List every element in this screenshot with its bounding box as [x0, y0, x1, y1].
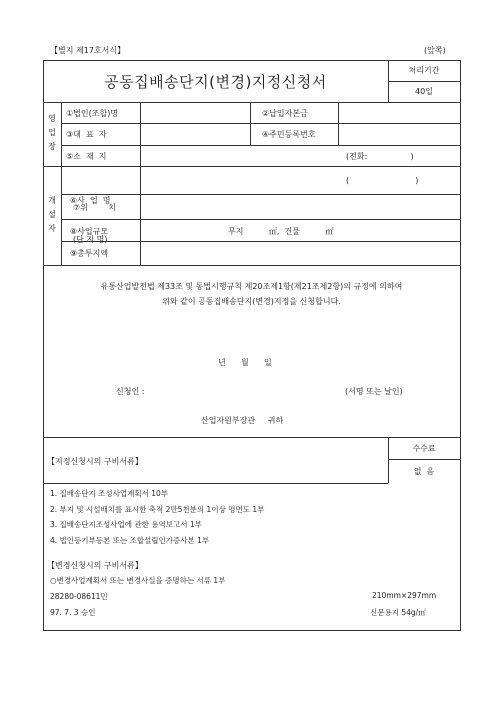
- location-label: ⑤소 재 지: [66, 152, 107, 161]
- change-docs-title: 【변경신청시의 구비서류】: [47, 561, 143, 570]
- taxpayer-label: ②납입자본금: [262, 109, 308, 118]
- corp-name-label: ①법인(조합)명: [66, 109, 119, 118]
- date-field[interactable]: 년 월 일: [218, 358, 272, 367]
- biz-name-field[interactable]: [141, 167, 341, 193]
- recipient: 산업자원부장관 귀하: [201, 416, 284, 425]
- position-label: ⑦위 치: [73, 203, 116, 212]
- resident-no-label: ④주민등록번호: [262, 130, 316, 139]
- applicant-field[interactable]: [160, 380, 330, 398]
- paper-type: 신문용지 54g/㎡: [370, 608, 426, 617]
- biz-name-label: ⑥사 업 명 (단 지 명): [70, 196, 111, 244]
- representative-label: ③대 표 자: [66, 130, 107, 139]
- designation-docs-list: [50, 486, 264, 548]
- scale-field[interactable]: 무지 ㎡, 건물 ㎡: [228, 227, 334, 236]
- processing-value: 40일: [415, 87, 433, 96]
- list-item: 1. 집배송단지 조성사업계획서 10부: [50, 489, 169, 498]
- biz-name-paren: ( ): [346, 176, 419, 185]
- total-investment-field[interactable]: [141, 242, 459, 264]
- position-field[interactable]: [141, 195, 459, 218]
- fee-label: 수수료: [412, 443, 436, 453]
- form-number: 【별지 제17호서식】: [50, 46, 126, 55]
- establish-section-label: 개 설 자: [48, 196, 56, 233]
- applicant-label: 신청인 :: [116, 387, 145, 396]
- scale-label: ⑧사업규모: [70, 227, 109, 236]
- list-item: 4. 법인등기부등본 또는 조합설립인가증사본 1부: [50, 535, 210, 545]
- processing-label: 처리기간: [408, 66, 440, 75]
- page-side: (앞쪽): [424, 46, 446, 55]
- taxpayer-field[interactable]: [339, 103, 459, 123]
- form-code: 28280-08611민: [50, 592, 108, 601]
- signature-field[interactable]: (서명 또는 날인): [345, 387, 403, 396]
- representative-field[interactable]: [141, 124, 249, 144]
- list-item: 3. 집배송단지조성사업에 관한 용역보고서 1부: [50, 520, 202, 529]
- change-docs-item: ○변경사업계획서 또는 변경사실을 증명하는 서류 1부: [50, 576, 226, 585]
- approval-date: 97. 7. 3 승인: [50, 608, 96, 617]
- location-field[interactable]: [141, 146, 341, 166]
- resident-no-field[interactable]: [339, 124, 459, 144]
- form-title: 공동집배송단지(변경)지정신청서: [104, 72, 327, 91]
- phone-field[interactable]: (전화: ): [346, 152, 414, 161]
- fee-value: 없 음: [413, 466, 435, 476]
- statement-line-2: 위와 같이 공동집배송단지(변경)지정을 신청합니다.: [162, 297, 341, 306]
- corp-name-field[interactable]: [141, 103, 249, 123]
- designation-docs-title: 【지정신청시의 구비서류】: [47, 457, 143, 466]
- paper-size: 210mm×297mm: [372, 591, 437, 600]
- list-item: 2. 부지 및 시설배치를 표시한 축적 2만5천분의 1이상 평면도 1부: [50, 504, 265, 514]
- business-section-label: 영 업 장: [48, 114, 56, 151]
- total-investment-label: ⑨총투지액: [70, 249, 109, 258]
- statement-line-1: 유통산업발전법 제33조 및 동법시행규칙 제20조제1항(제21조제2항)의 규정에 의하여: [100, 282, 403, 291]
